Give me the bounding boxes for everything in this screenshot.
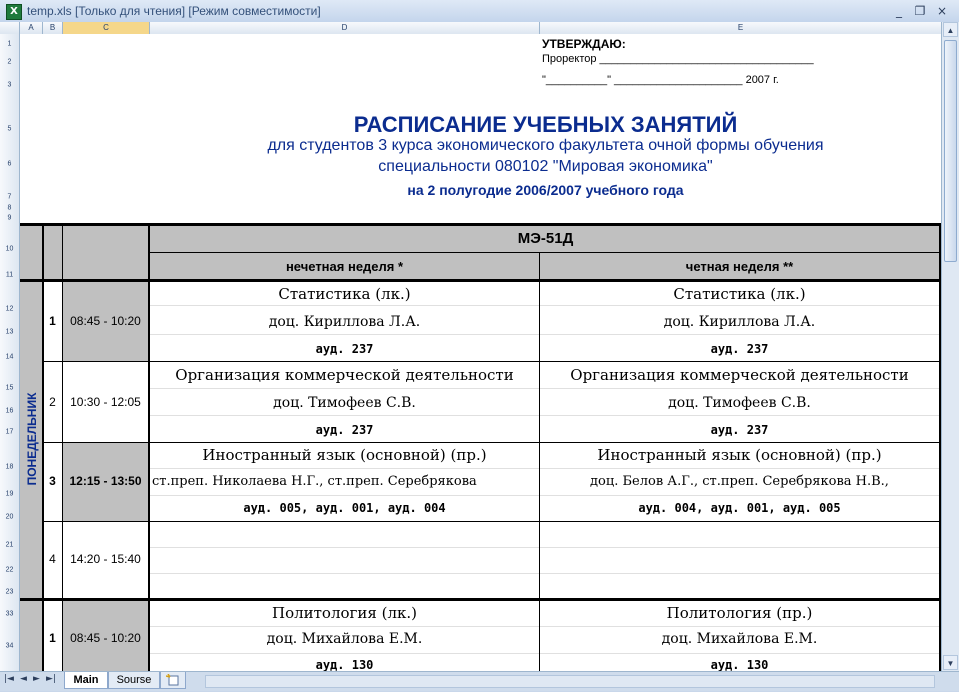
lesson-time: 12:15 - 13:50 — [69, 474, 142, 488]
row-header[interactable]: 13 — [5, 328, 14, 336]
even-week-header: четная неделя ** — [685, 259, 794, 274]
window-title: temp.xls [Только для чтения] [Режим совместимости] — [27, 4, 321, 18]
row-header[interactable]: 3 — [7, 81, 12, 89]
date-line: "__________" _____________________ 2007 г. — [542, 74, 779, 86]
row-header[interactable]: 9 — [7, 214, 12, 222]
close-button[interactable]: × — [936, 4, 948, 18]
horizontal-scrollbar[interactable] — [205, 675, 935, 688]
next-sheet-icon[interactable]: ► — [33, 674, 40, 684]
odd-week-header: нечетная неделя * — [285, 259, 404, 274]
corner-header-cell — [63, 225, 150, 280]
scroll-down-icon[interactable]: ▼ — [943, 655, 958, 670]
subtitle-term: на 2 полугодие 2006/2007 учебного года — [407, 182, 684, 198]
page-title: РАСПИСАНИЕ УЧЕБНЫХ ЗАНЯТИЙ — [353, 112, 738, 137]
scroll-thumb[interactable] — [944, 40, 957, 262]
odd-subject: Организация коммерческой деятельности — [175, 366, 514, 384]
even-teacher: доц. Кириллова Л.А. — [663, 314, 816, 330]
title-bar — [0, 0, 959, 23]
previous-sheet-icon[interactable]: ◄ — [20, 674, 27, 684]
lesson-time: 10:30 - 12:05 — [70, 395, 141, 409]
odd-room: ауд. 005, ауд. 001, ауд. 004 — [243, 501, 446, 515]
odd-teacher: доц. Михайлова Е.М. — [266, 631, 423, 647]
minimize-button[interactable]: _ — [896, 4, 902, 18]
row-header[interactable]: 5 — [7, 125, 12, 133]
row-header[interactable]: 15 — [5, 384, 14, 392]
worksheet[interactable] — [20, 34, 941, 671]
row-header[interactable]: 11 — [5, 271, 14, 279]
row-header[interactable]: 7 — [7, 193, 12, 201]
tab-sourse[interactable]: Sourse — [108, 672, 160, 689]
lesson-number: 4 — [49, 552, 56, 566]
first-sheet-icon[interactable]: |◄ — [4, 674, 14, 684]
column-header-a[interactable]: A — [20, 22, 43, 34]
odd-teacher: доц. Кириллова Л.А. — [268, 314, 421, 330]
approve-label: УТВЕРЖДАЮ: — [542, 37, 626, 51]
odd-subject: Политология (лк.) — [272, 604, 417, 622]
even-teacher: доц. Белов А.Г., ст.преп. Серебрякова Н.В., — [590, 474, 889, 489]
even-subject: Политология (пр.) — [666, 604, 813, 622]
odd-teacher: доц. Тимофеев С.В. — [273, 395, 416, 411]
even-subject: Организация коммерческой деятельности — [570, 366, 909, 384]
even-room: ауд. 130 — [710, 658, 769, 671]
select-all-corner[interactable] — [0, 22, 20, 34]
even-room: ауд. 004, ауд. 001, ауд. 005 — [638, 501, 841, 515]
row-header[interactable]: 2 — [7, 58, 12, 66]
odd-subject: Иностранный язык (основной) (пр.) — [202, 446, 487, 464]
row-header[interactable]: 8 — [7, 204, 12, 212]
even-teacher: доц. Михайлова Е.М. — [661, 631, 818, 647]
row-header[interactable]: 19 — [5, 490, 14, 498]
row-header[interactable]: 22 — [5, 566, 14, 574]
odd-room: ауд. 130 — [315, 658, 374, 671]
excel-icon: X — [6, 4, 22, 20]
row-header[interactable]: 23 — [5, 588, 14, 596]
subtitle-specialty: специальности 080102 "Мировая экономика" — [378, 158, 713, 175]
day-label: ПОНЕДЕЛЬНИК — [25, 392, 39, 486]
restore-button[interactable]: ❐ — [914, 4, 926, 18]
sheet-tab-bar — [0, 671, 959, 691]
row-header[interactable]: 21 — [5, 541, 14, 549]
row-header[interactable]: 16 — [5, 407, 14, 415]
row-header[interactable]: 17 — [5, 428, 14, 436]
lesson-number: 1 — [49, 631, 56, 645]
row-header[interactable]: 18 — [5, 463, 14, 471]
last-sheet-icon[interactable]: ►| — [46, 674, 56, 684]
even-room: ауд. 237 — [710, 342, 769, 356]
lesson-time: 14:20 - 15:40 — [70, 552, 141, 566]
row-header[interactable]: 34 — [5, 642, 14, 650]
column-header-d[interactable]: D — [150, 22, 540, 34]
even-teacher: доц. Тимофеев С.В. — [668, 395, 811, 411]
odd-room: ауд. 237 — [315, 423, 374, 437]
row-header[interactable]: 10 — [5, 245, 14, 253]
even-room: ауд. 237 — [710, 423, 769, 437]
tab-main[interactable]: Main — [64, 672, 108, 689]
odd-subject: Статистика (лк.) — [278, 285, 411, 303]
row-header[interactable]: 12 — [5, 305, 14, 313]
table-top-border — [20, 223, 941, 226]
row-header[interactable]: 20 — [5, 513, 14, 521]
row-header[interactable]: 1 — [7, 40, 12, 48]
lesson-number: 2 — [49, 395, 56, 409]
column-header-b[interactable]: B — [43, 22, 63, 34]
row-header[interactable]: 6 — [7, 160, 12, 168]
column-header-e[interactable]: E — [540, 22, 942, 34]
insert-sheet-icon[interactable] — [160, 672, 186, 689]
scroll-up-icon[interactable]: ▲ — [943, 22, 958, 37]
column-header-c[interactable]: C — [63, 22, 150, 34]
group-name: МЭ-51Д — [517, 230, 574, 247]
even-subject: Статистика (лк.) — [673, 285, 806, 303]
lesson-time: 08:45 - 10:20 — [70, 314, 141, 328]
row-header[interactable]: 14 — [5, 353, 14, 361]
odd-room: ауд. 237 — [315, 342, 374, 356]
lesson-number: 3 — [49, 474, 56, 488]
odd-teacher: ст.преп. Николаева Н.Г., ст.преп. Серебрякова — [152, 474, 477, 489]
lesson-time: 08:45 - 10:20 — [70, 631, 141, 645]
subtitle-course: для студентов 3 курса экономического факультета очной формы обучения — [267, 137, 824, 154]
prorector-line: Проректор ___________________________________ — [542, 53, 814, 65]
even-subject: Иностранный язык (основной) (пр.) — [597, 446, 882, 464]
lesson-number: 1 — [49, 314, 56, 328]
row-headers — [0, 34, 20, 671]
vertical-scrollbar[interactable] — [941, 22, 959, 671]
row-header[interactable]: 33 — [5, 610, 14, 618]
